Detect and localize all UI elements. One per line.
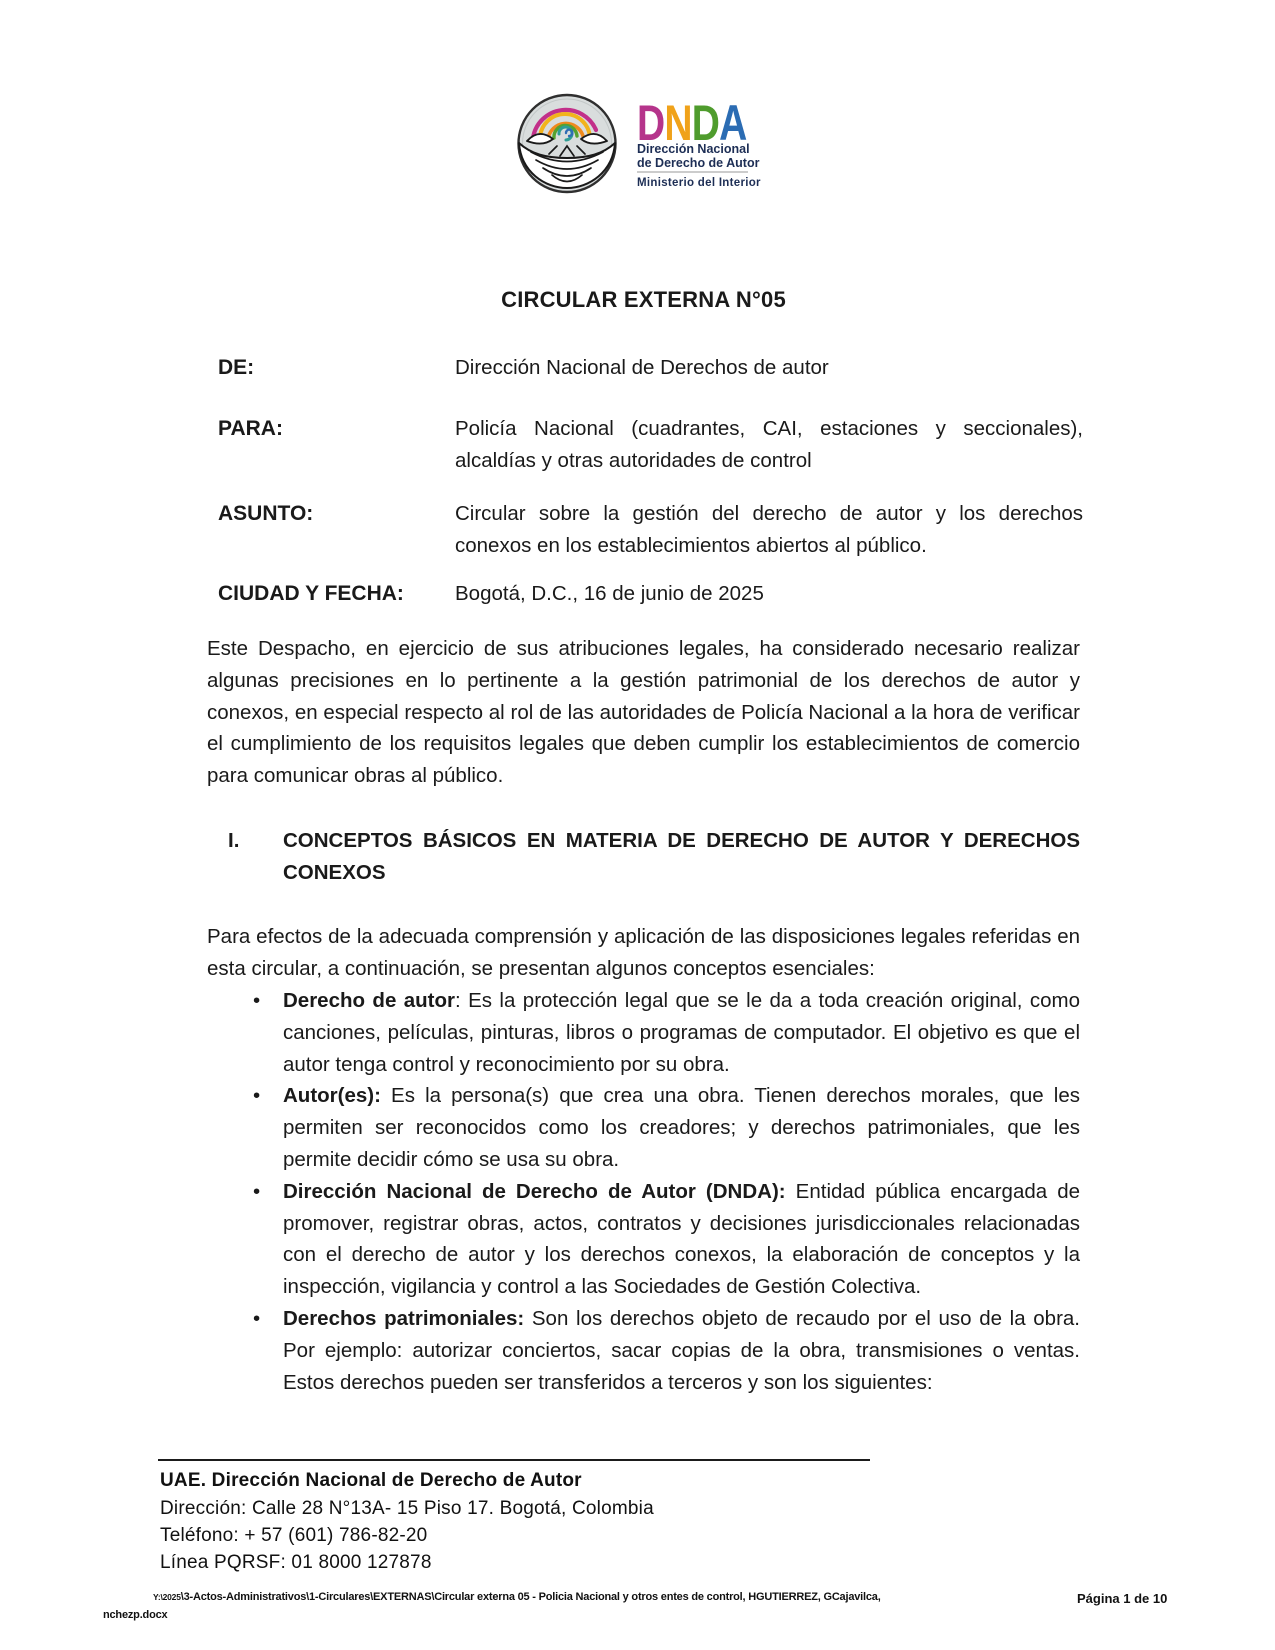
logo-letter-n: N: [664, 94, 692, 152]
intro-paragraph: Este Despacho, en ejercicio de sus atribuciones legales, ha considerado necesario realizar algunas precisiones en lo pertinente a la gestión patrimonial de los derechos de autor y conexos, en especial respecto al rol de las autoridades de Policía Nacional a la hora de verificar el cumplimiento de los requisitos legales que deben cumplir los establecimientos de comercio para comunicar obras al público.: [207, 637, 1080, 788]
logo-letter-d1: D: [637, 94, 665, 152]
file-path-drive: Y:\2025: [153, 1592, 181, 1602]
bullet-derechos-patrimoniales: [207, 1303, 1080, 1398]
meta-value-para: Policía Nacional (cuadrantes, CAI, estaciones y seccionales), alcaldías y otras autoridades de control: [455, 417, 1083, 472]
footer-phone: Teléfono: + 57 (601) 786-82-20: [160, 1525, 428, 1546]
dnda-logo: [480, 80, 770, 205]
document-title: CIRCULAR EXTERNA N°05: [501, 287, 786, 312]
meta-label-ciudad-fecha: CIUDAD Y FECHA:: [218, 582, 404, 605]
bullet-marker: •: [253, 1084, 261, 1108]
bullet-marker: •: [253, 1306, 261, 1330]
meta-label-asunto: ASUNTO:: [218, 502, 314, 525]
section-heading: [207, 825, 1080, 889]
section-title: CONCEPTOS BÁSICOS EN MATERIA DE DERECHO DE AUTOR Y DERECHOS CONEXOS: [283, 829, 1080, 884]
bullet-lead: Derechos patrimoniales:: [283, 1306, 525, 1330]
bullet-text: Entidad pública encargada de promover, registrar obras, actos, contratos y decisiones jurisdiccionales relacionadas con el derecho de autor y los derechos conexos, la elaboración de conceptos y la inspección, vigilancia y control a las Sociedades de Gestión Colectiva.: [283, 1179, 1080, 1299]
logo-letter-a: A: [719, 94, 747, 152]
file-path-line2: nchezp.docx: [103, 1609, 168, 1621]
bullet-derecho-de-autor: [207, 985, 1080, 1080]
dnda-wordmark: [637, 94, 761, 189]
bullet-text: : Es la protección legal que se le da a toda creación original, como canciones, películas, pinturas, libros o programas de computador. El objetivo es que el autor tenga control y reconocimiento por su obra.: [283, 989, 1080, 1076]
bullet-text: Es la persona(s) que crea una obra. Tienen derechos morales, que les permiten ser reconocidos como los creadores; y derechos patrimoniales, que les permite decidir cómo se usa su obra.: [283, 1084, 1080, 1171]
meta-value-asunto: Circular sobre la gestión del derecho de autor y los derechos conexos en los establecimientos abiertos al público.: [455, 502, 1083, 557]
file-path-line1: [153, 1591, 881, 1603]
footer-address: Dirección: Calle 28 N°13A- 15 Piso 17. Bogotá, Colombia: [160, 1498, 654, 1519]
page-number: Página 1 de 10: [1077, 1591, 1168, 1606]
bullet-lead: Dirección Nacional de Derecho de Autor (DNDA):: [283, 1179, 786, 1203]
bullet-marker: •: [253, 1179, 261, 1203]
lead-paragraph: Para efectos de la adecuada comprensión y aplicación de las disposiciones legales referidas en esta circular, a continuación, se presentan algunos conceptos esenciales:: [207, 925, 1080, 980]
hands-emblem-icon: [519, 95, 616, 192]
logo-letter-d2: D: [691, 94, 720, 152]
logo-subtitle-line2: de Derecho de Autor: [637, 156, 760, 170]
file-path-rest: \3-Actos-Administrativos\1-Circulares\EXTERNAS\Circular externa 05 - Policia Nacional y otros entes de control, HGUTIERREZ, GCajavilca,: [180, 1591, 881, 1603]
footer-organization: UAE. Dirección Nacional de Derecho de Autor: [160, 1470, 582, 1491]
bullet-lead: Autor(es):: [283, 1084, 381, 1108]
logo-subtitle-line1: Dirección Nacional: [637, 142, 750, 156]
bullet-autores: [207, 1080, 1080, 1175]
meta-label-de: DE:: [218, 356, 255, 379]
meta-label-para: PARA:: [218, 417, 283, 440]
section-number: I.: [228, 829, 240, 852]
footer-pqrsf-line: Línea PQRSF: 01 8000 127878: [160, 1552, 432, 1573]
bullet-marker: •: [253, 989, 261, 1012]
bullet-text: Son los derechos objeto de recaudo por el uso de la obra. Por ejemplo: autorizar conciertos, sacar copias de la obra, transmisiones o ventas. Estos derechos pueden ser transferidos a terceros y son los siguientes:: [283, 1306, 1080, 1394]
footer-divider: [158, 1459, 870, 1461]
bullet-dnda: [207, 1176, 1080, 1303]
meta-value-ciudad-fecha: Bogotá, D.C., 16 de junio de 2025: [455, 582, 764, 605]
concepts-bullet-list: [207, 985, 1080, 1398]
bullet-lead: Derecho de autor: [283, 989, 456, 1012]
logo-ministry-line: Ministerio del Interior: [637, 177, 761, 189]
meta-value-de: Dirección Nacional de Derechos de autor: [455, 356, 829, 379]
